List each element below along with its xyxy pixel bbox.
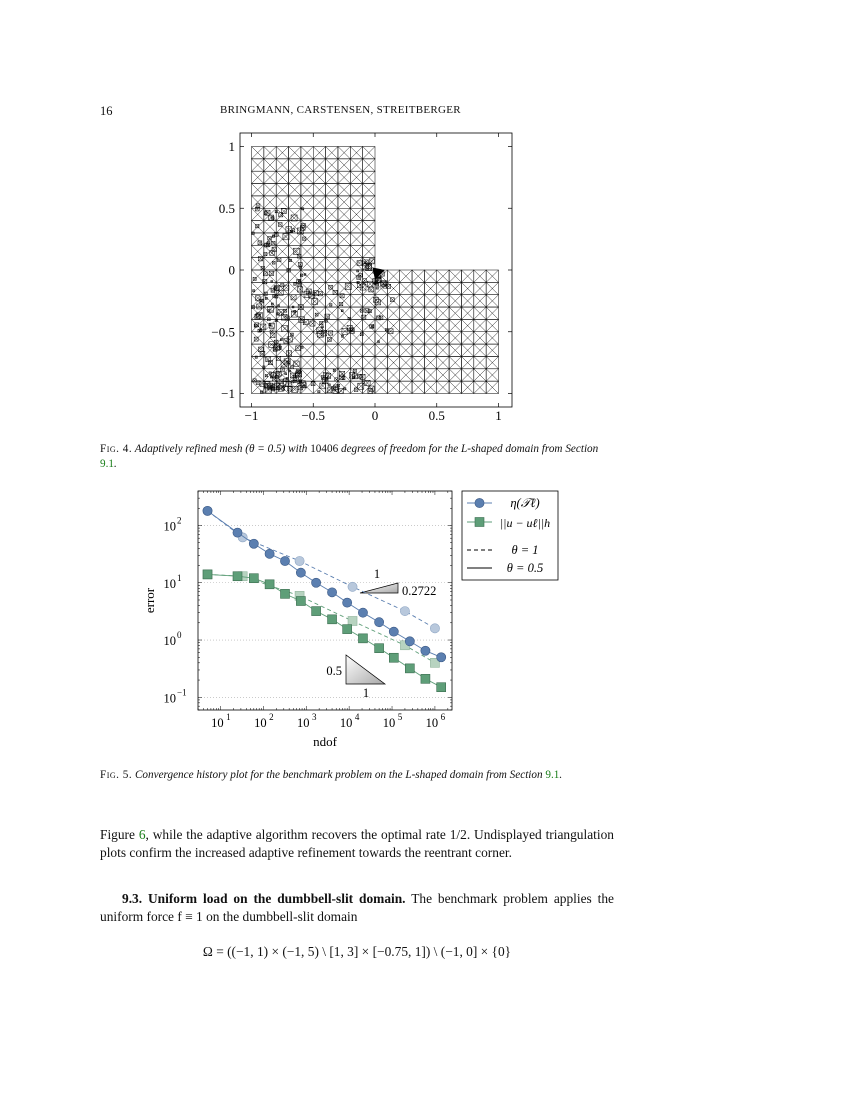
x-tick-label: 10 <box>339 716 353 730</box>
data-point-square <box>421 674 430 683</box>
x-tick-exponent: 6 <box>440 712 446 722</box>
data-point-square <box>405 664 414 673</box>
data-point-square <box>312 607 321 616</box>
mesh-y-tick-label: −1 <box>221 386 235 401</box>
slope-triangle-err-run-label: 1 <box>362 686 370 700</box>
mesh-x-tick-label: 1 <box>495 408 502 423</box>
data-point-circle <box>296 568 305 577</box>
data-point-circle <box>249 539 258 548</box>
data-point-circle <box>348 582 357 591</box>
data-point-circle <box>203 506 212 515</box>
mesh-y-tick-label: −0.5 <box>211 324 235 340</box>
data-point-circle <box>295 556 304 565</box>
data-point-square <box>328 615 337 624</box>
chart-axis-frame <box>198 491 452 710</box>
slope-triangle-err-rise-label: 0.5 <box>326 664 342 678</box>
data-point-circle <box>233 528 242 537</box>
x-tick-label: 10 <box>211 716 224 730</box>
data-point-square <box>296 597 305 606</box>
section-heading: 9.3. Uniform load on the dumbbell-slit domain. <box>122 891 406 906</box>
legend-err-label: ||u − uℓ||h <box>499 516 551 530</box>
data-point-circle <box>343 598 352 607</box>
data-point-square <box>343 625 352 634</box>
fig4-text-b: degrees of freedom for the L-shaped domain from Section <box>338 443 599 455</box>
data-point-square <box>348 616 357 625</box>
mesh-y-tick-label: 1 <box>228 139 235 154</box>
data-point-circle <box>358 608 367 617</box>
fig5-text-c: . <box>559 769 563 781</box>
y-tick-label: 10 <box>163 519 176 534</box>
domain-equation: Ω = ((−1, 1) × (−1, 5) \ [1, 3] × [−0.75, 1]) \ (−1, 0] × {0} <box>202 944 512 959</box>
mesh-x-tick-label: −1 <box>244 408 259 423</box>
y-tick-exponent: 0 <box>177 630 182 641</box>
x-tick-exponent: 5 <box>397 712 403 722</box>
x-tick-exponent: 1 <box>226 712 231 722</box>
x-tick-exponent: 3 <box>311 712 317 722</box>
figure-4-caption <box>100 442 614 472</box>
x-tick-label: 10 <box>425 716 439 730</box>
p1-text-b: , while the adaptive algorithm recovers the optimal rate 1/2. Undisplayed triangulation plots confirm the increased adaptive refinement towards the reentrant corner. <box>100 827 614 860</box>
legend-eta-label: η(𝒯ℓ) <box>510 496 540 510</box>
fig4-label: Fig. 4. <box>100 443 133 455</box>
legend-solid-label: θ = 0.5 <box>506 561 544 575</box>
slope-triangle-eta <box>360 583 398 593</box>
convergence-chart <box>130 485 580 755</box>
slope-triangle-eta-rise-label: 1 <box>373 567 381 581</box>
page-number: 16 <box>100 104 113 118</box>
y-tick-label: 10 <box>163 691 176 706</box>
data-point-square <box>358 634 367 643</box>
y-tick-label: 10 <box>163 576 176 591</box>
section-9-3-paragraph <box>100 890 614 926</box>
fig4-section-link[interactable]: 9.1 <box>100 458 114 470</box>
legend-dashed-label: θ = 1 <box>511 543 539 557</box>
x-tick-exponent: 2 <box>269 712 274 722</box>
x-tick-exponent: 4 <box>354 712 360 722</box>
fig4-text-c: . <box>113 458 117 470</box>
mesh-x-tick-label: −0.5 <box>301 408 326 423</box>
x-tick-label: 10 <box>296 716 310 730</box>
chart-tick-labels <box>164 515 446 730</box>
fig5-text: Convergence history plot for the benchmark problem on the L-shaped domain from Section <box>134 769 546 781</box>
data-point-circle <box>312 578 321 587</box>
mesh-y-tick-label: 0 <box>228 262 235 278</box>
mesh-x-tick-label: 0 <box>371 408 379 423</box>
data-point-circle <box>375 618 384 627</box>
y-axis-label: error <box>142 587 157 614</box>
fig4-text-a: Adaptively refined mesh (θ = 0.5) with <box>134 443 311 455</box>
data-point-circle <box>437 653 446 662</box>
data-point-circle <box>327 588 336 597</box>
data-point-circle <box>389 627 398 636</box>
fig5-label: Fig. 5. <box>100 769 133 781</box>
chart-legend <box>462 491 558 580</box>
mesh-dense-region <box>252 204 395 394</box>
data-point-square <box>249 574 258 583</box>
running-header <box>100 104 614 120</box>
slope-triangle-err <box>346 655 385 684</box>
data-point-circle <box>265 549 274 558</box>
figure-6-link[interactable]: 6 <box>138 827 146 842</box>
data-point-square <box>265 580 274 589</box>
x-axis-label: ndof <box>313 734 337 749</box>
data-point-square <box>437 683 446 692</box>
figure-5-caption <box>100 768 614 783</box>
data-point-square <box>375 644 384 653</box>
chart-ticks <box>198 491 452 710</box>
p1-text-a: Figure <box>100 827 139 842</box>
section-text: The benchmark problem applies the uniform force f ≡ 1 on the dumbbell-slit domain <box>100 891 615 924</box>
mesh-y-tick-label: 0.5 <box>218 200 235 216</box>
data-point-circle <box>400 606 409 615</box>
chart-series <box>203 506 446 691</box>
x-tick-label: 10 <box>254 716 267 730</box>
y-tick-exponent: −1 <box>177 687 187 698</box>
data-point-square <box>203 570 212 579</box>
mesh-y-tick-labels <box>211 139 235 401</box>
data-point-square <box>281 589 290 598</box>
y-tick-exponent: 1 <box>177 572 182 583</box>
data-point-square <box>389 653 398 662</box>
mesh-figure <box>200 128 530 428</box>
data-point-circle <box>430 624 439 633</box>
data-point-square <box>233 572 242 581</box>
fig5-section-link[interactable]: 9.1 <box>545 769 560 781</box>
data-point-circle <box>405 637 414 646</box>
x-tick-label: 10 <box>382 716 396 730</box>
mesh-x-tick-labels <box>245 408 502 423</box>
mesh-x-tick-label: 0.5 <box>428 408 445 423</box>
legend-err-marker <box>475 518 484 527</box>
legend-eta-marker <box>475 498 484 507</box>
data-point-circle <box>421 646 430 655</box>
y-tick-exponent: 2 <box>177 515 182 526</box>
paragraph-continuation <box>100 826 614 862</box>
slope-triangle-eta-run-label: 0.2722 <box>402 584 437 598</box>
data-point-circle <box>280 556 289 565</box>
running-head-authors: BRINGMANN, CARSTENSEN, STREITBERGER <box>220 104 461 116</box>
y-tick-label: 10 <box>163 634 176 649</box>
fig4-dof: 10406 <box>310 443 339 455</box>
